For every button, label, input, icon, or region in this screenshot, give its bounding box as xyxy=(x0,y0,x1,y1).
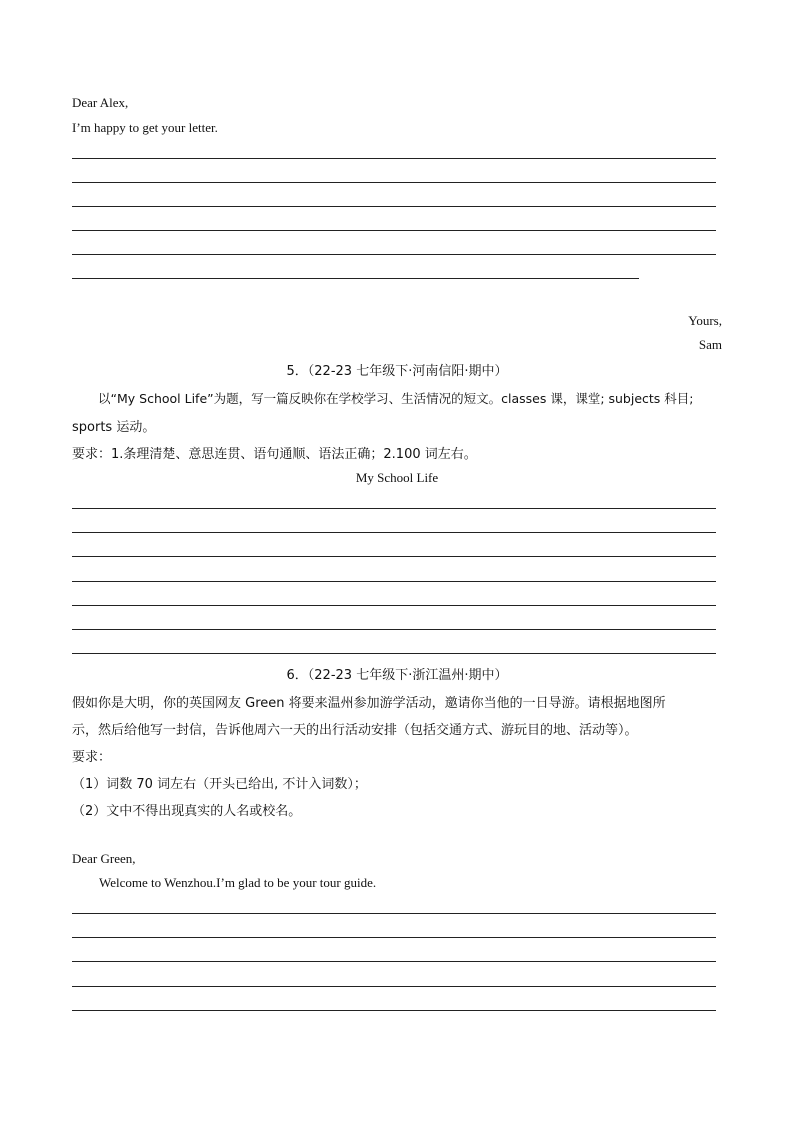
letter1-greeting: Dear Alex, xyxy=(72,95,129,110)
writing-line[interactable] xyxy=(72,254,716,255)
essay-title: My School Life xyxy=(355,470,439,485)
question-6-requirements-label: 要求： xyxy=(72,750,112,765)
letter1-signature: Sam xyxy=(698,337,722,352)
writing-line[interactable] xyxy=(72,532,716,533)
question-6-requirement-2: （2）文中不得出现真实的人名或校名。 xyxy=(72,804,302,819)
question-5-heading: 5．（22-23 七年级下·河南信阳·期中） xyxy=(286,364,508,379)
writing-line[interactable] xyxy=(72,556,716,557)
writing-line[interactable] xyxy=(72,605,716,606)
writing-line[interactable] xyxy=(72,986,716,987)
writing-line[interactable] xyxy=(72,158,716,159)
question-5-prompt: 以“My School Life”为题，写一篇反映你在学校学习、生活情况的短文。classes 课，课堂; subjects 科目; xyxy=(98,391,694,406)
letter1-closing: Yours, xyxy=(688,313,722,328)
writing-line[interactable] xyxy=(72,206,716,207)
writing-line[interactable] xyxy=(72,1010,716,1011)
question-5-prompt-cont: sports 运动。 xyxy=(72,420,156,435)
question-5-requirements: 要求：1.条理清楚、意思连贯、语句通顺、语法正确；2.100 词左右。 xyxy=(72,447,477,462)
writing-line[interactable] xyxy=(72,278,639,279)
writing-line[interactable] xyxy=(72,653,716,654)
writing-line[interactable] xyxy=(72,230,716,231)
letter2-greeting: Dear Green, xyxy=(72,851,136,866)
writing-line[interactable] xyxy=(72,581,716,582)
question-6-prompt: 假如你是大明，你的英国网友 Green 将要来温州参加游学活动，邀请你当他的一日导游。请根据地图所 xyxy=(72,696,666,711)
writing-line[interactable] xyxy=(72,508,716,509)
letter1-opening: I’m happy to get your letter. xyxy=(72,120,218,135)
writing-line[interactable] xyxy=(72,629,716,630)
question-6-heading: 6．（22-23 七年级下·浙江温州·期中） xyxy=(286,668,508,683)
writing-line[interactable] xyxy=(72,937,716,938)
writing-line[interactable] xyxy=(72,913,716,914)
letter2-opening: Welcome to Wenzhou.I’m glad to be your tour guide. xyxy=(99,875,377,890)
question-6-requirement-1: （1）词数 70 词左右（开头已给出, 不计入词数）； xyxy=(72,777,367,792)
writing-line[interactable] xyxy=(72,182,716,183)
question-6-prompt-cont: 示，然后给他写一封信，告诉他周六一天的出行活动安排（包括交通方式、游玩目的地、活动等）。 xyxy=(72,723,638,738)
writing-line[interactable] xyxy=(72,961,716,962)
